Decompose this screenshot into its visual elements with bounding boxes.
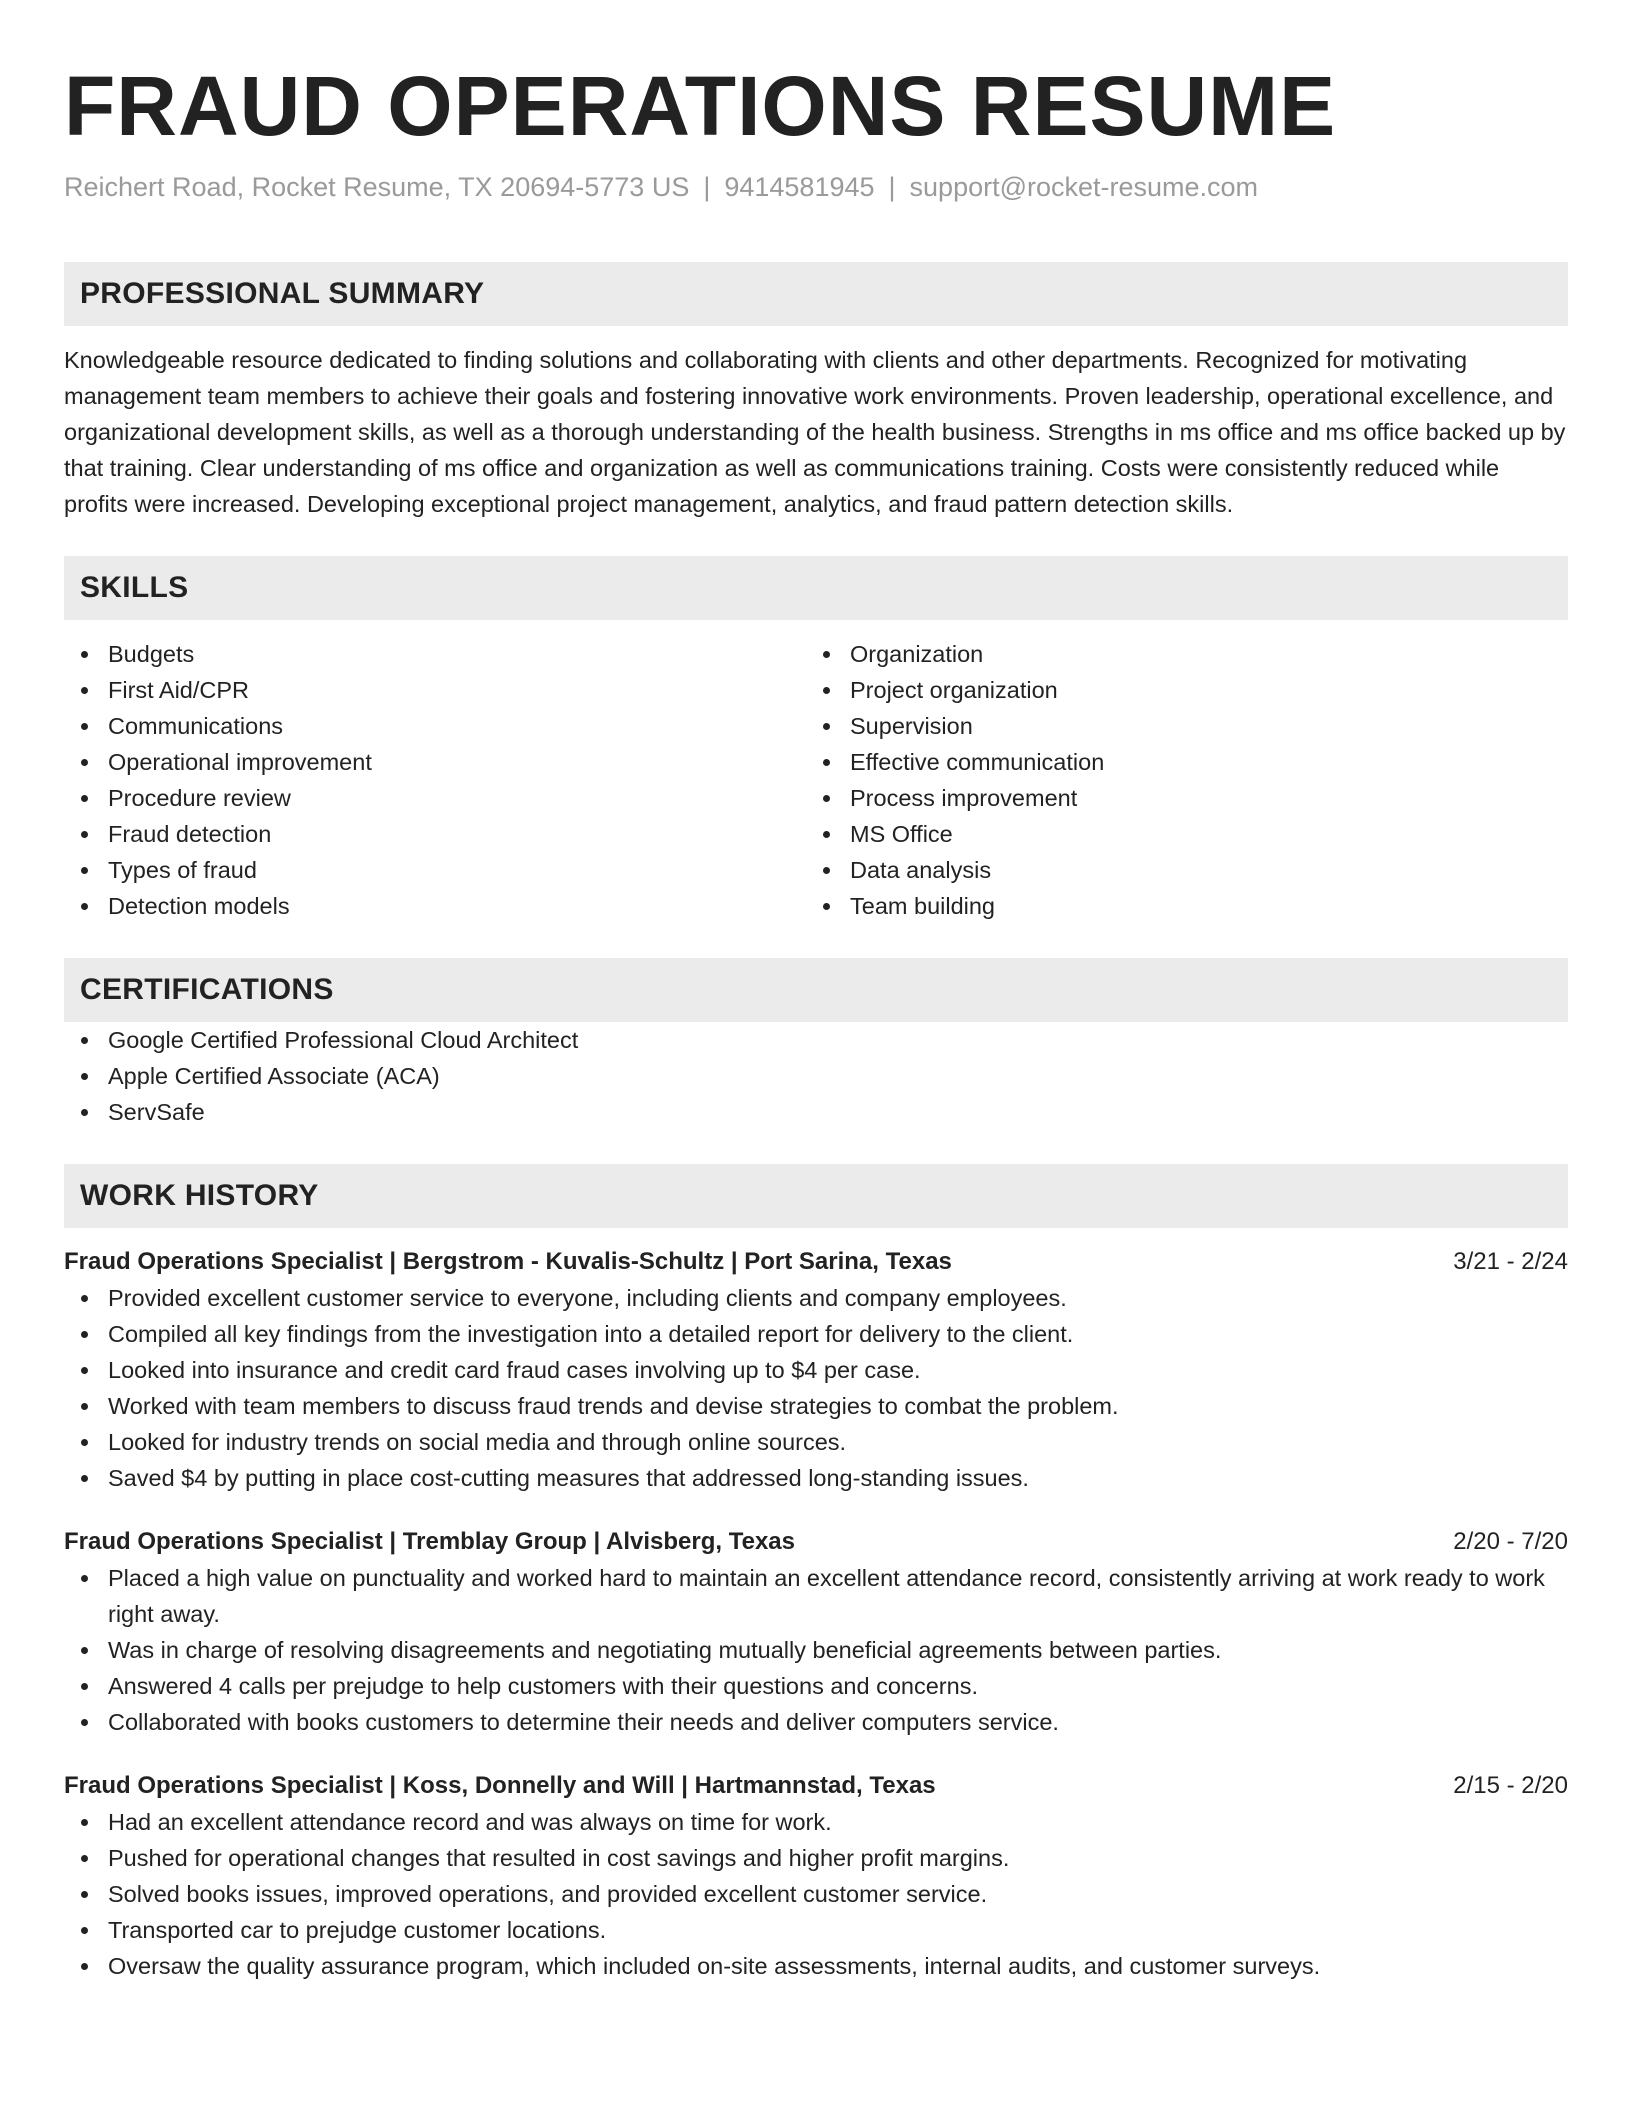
skill-item: Detection models: [64, 888, 806, 924]
job-bullet: Oversaw the quality assurance program, which included on-site assessments, internal audits, and customer surveys.: [64, 1948, 1568, 1984]
skill-item: Fraud detection: [64, 816, 806, 852]
skill-item: Project organization: [806, 672, 1548, 708]
job-bullet-list: [64, 1560, 1568, 1740]
skill-item: MS Office: [806, 816, 1548, 852]
job-bullet: Pushed for operational changes that resulted in cost savings and higher profit margins.: [64, 1840, 1568, 1876]
resume-title: FRAUD OPERATIONS RESUME: [64, 59, 1337, 153]
job-bullet: Placed a high value on punctuality and worked hard to maintain an excellent attendance record, consistently arriving at work ready to work right away.: [64, 1560, 1568, 1632]
job-bullet: Worked with team members to discuss fraud trends and devise strategies to combat the problem.: [64, 1388, 1568, 1424]
job-header: [64, 1768, 1568, 1804]
skill-item: Procedure review: [64, 780, 806, 816]
contact-address: Reichert Road, Rocket Resume, TX 20694-5773 US: [64, 172, 690, 202]
job-bullet-list: [64, 1280, 1568, 1496]
job-bullet: Transported car to prejudge customer locations.: [64, 1912, 1568, 1948]
certification-item: ServSafe: [64, 1094, 1568, 1130]
skill-item: Team building: [806, 888, 1548, 924]
job-header: [64, 1524, 1568, 1560]
job-bullet: Provided excellent customer service to everyone, including clients and company employees.: [64, 1280, 1568, 1316]
certifications-list: [64, 1022, 1568, 1130]
skill-item: Process improvement: [806, 780, 1548, 816]
skill-item: Effective communication: [806, 744, 1548, 780]
summary-heading: PROFESSIONAL SUMMARY: [64, 262, 1568, 326]
resume-page: [64, 56, 1568, 1984]
skills-grid: [64, 636, 1568, 924]
certification-item: Google Certified Professional Cloud Architect: [64, 1022, 1568, 1058]
contact-email: support@rocket-resume.com: [909, 172, 1259, 202]
job-bullet: Saved $4 by putting in place cost-cutting measures that addressed long-standing issues.: [64, 1460, 1568, 1496]
skill-item: Operational improvement: [64, 744, 806, 780]
job-header: [64, 1244, 1568, 1280]
skill-item: Budgets: [64, 636, 806, 672]
skill-item: Supervision: [806, 708, 1548, 744]
job-bullet: Was in charge of resolving disagreements and negotiating mutually beneficial agreements between parties.: [64, 1632, 1568, 1668]
job-title: Fraud Operations Specialist | Bergstrom - Kuvalis-Schultz | Port Sarina, Texas: [64, 1248, 952, 1275]
skills-right-list: [806, 636, 1548, 924]
skill-item: First Aid/CPR: [64, 672, 806, 708]
contact-phone: 9414581945: [724, 172, 875, 202]
contact-separator: |: [888, 172, 896, 202]
skill-item: Communications: [64, 708, 806, 744]
contact-line: [64, 168, 1568, 206]
summary-text: Knowledgeable resource dedicated to finding solutions and collaborating with clients and other departments. Recognized for motivating management team members to achieve their goals and fostering innovative work environments. Proven leadership, operational excellence, and organizational development skills, as well as a thorough understanding of the health business. Strengths in ms office and ms office backed up by that training. Clear understanding of ms office and organization as well as communications training. Costs were consistently reduced while profits were increased. Developing exceptional project management, analytics, and fraud pattern detection skills.: [64, 347, 1566, 517]
skill-item: Organization: [806, 636, 1548, 672]
skill-item: Types of fraud: [64, 852, 806, 888]
certifications-heading: CERTIFICATIONS: [64, 958, 1568, 1022]
job-entry: [64, 1768, 1568, 1984]
job-dates: 2/20 - 7/20: [1453, 1528, 1568, 1555]
job-title: Fraud Operations Specialist | Tremblay Group | Alvisberg, Texas: [64, 1528, 795, 1555]
job-entry: [64, 1244, 1568, 1496]
skills-heading: SKILLS: [64, 556, 1568, 620]
job-bullet: Solved books issues, improved operations, and provided excellent customer service.: [64, 1876, 1568, 1912]
job-bullet: Collaborated with books customers to determine their needs and deliver computers service.: [64, 1704, 1568, 1740]
job-title: Fraud Operations Specialist | Koss, Donnelly and Will | Hartmannstad, Texas: [64, 1772, 936, 1799]
certification-item: Apple Certified Associate (ACA): [64, 1058, 1568, 1094]
job-bullet: Had an excellent attendance record and was always on time for work.: [64, 1804, 1568, 1840]
job-entry: [64, 1524, 1568, 1740]
job-bullet: Compiled all key findings from the investigation into a detailed report for delivery to the client.: [64, 1316, 1568, 1352]
job-bullet-list: [64, 1804, 1568, 1984]
job-bullet: Looked into insurance and credit card fraud cases involving up to $4 per case.: [64, 1352, 1568, 1388]
contact-separator: |: [703, 172, 711, 202]
job-dates: 2/15 - 2/20: [1453, 1772, 1568, 1799]
job-bullet: Answered 4 calls per prejudge to help customers with their questions and concerns.: [64, 1668, 1568, 1704]
skill-item: Data analysis: [806, 852, 1548, 888]
skills-left-list: [64, 636, 806, 924]
job-dates: 3/21 - 2/24: [1453, 1248, 1568, 1275]
job-bullet: Looked for industry trends on social media and through online sources.: [64, 1424, 1568, 1460]
work-history-heading: WORK HISTORY: [64, 1164, 1568, 1228]
